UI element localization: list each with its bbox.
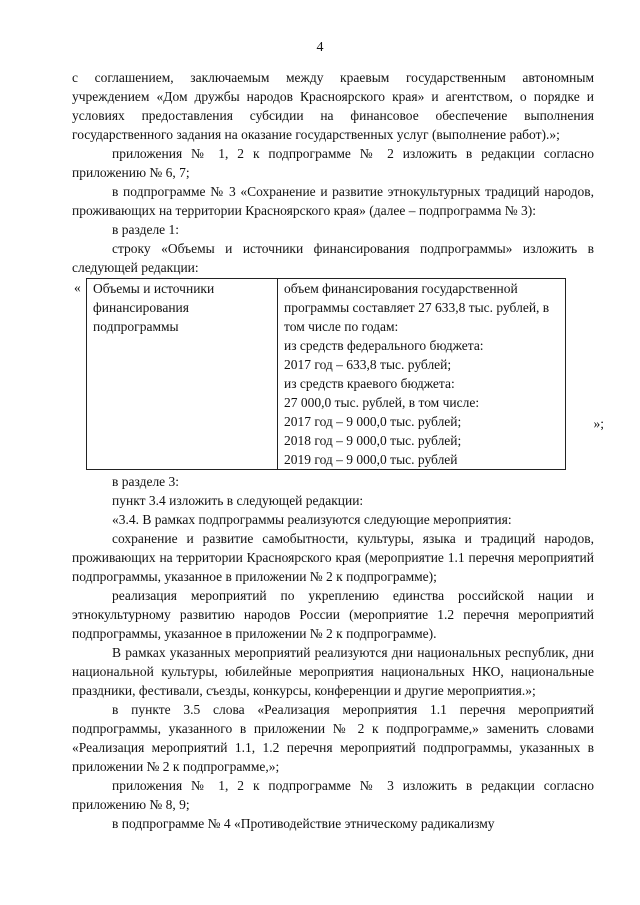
cell-line: финансирования <box>93 300 189 315</box>
cell-line: том числе по годам: <box>284 319 399 334</box>
paragraph: сохранение и развитие самобытности, культуры, языка и традиций народов, проживающих на территории Красноярского края (мероприятие 1.1 перечня мероприятий подпрограммы, указанное в приложении № 2 к подпрограмме); <box>72 531 594 584</box>
paragraph: в подпрограмме № 3 «Сохранение и развитие этнокультурных традиций народов, проживающих на территории Красноярского края» (далее – подпрограмма № 3): <box>72 184 594 218</box>
paragraphs-after <box>72 472 594 833</box>
paragraph: приложения № 1, 2 к подпрограмме № 2 изложить в редакции согласно приложению № 6, 7; <box>72 146 594 180</box>
cell-line: 27 000,0 тыс. рублей, в том числе: <box>284 395 480 410</box>
paragraph: В рамках указанных мероприятий реализуются дни национальных республик, дни национальной культуры, юбилейные мероприятия национальных НКО, национальные праздники, фестивали, съезды, конкурсы, конференции и другие мероприятия.»; <box>72 645 594 698</box>
financing-table-block <box>72 278 604 470</box>
paragraph: в разделе 1: <box>112 222 180 237</box>
paragraph: в пункте 3.5 слова «Реализация мероприятия 1.1 перечня мероприятий подпрограммы, указанного в приложении № 2 к подпрограмме,» заменить словами «Реализация мероприятий 1.1, 1.2 перечня мероприятий подпрограммы, указанных в приложении № 2 к подпрограмме,»; <box>72 702 594 774</box>
paragraph: с соглашением, заключаемым между краевым государственным автономным учреждением «Дом дружбы народов Красноярского края» и агентством, о порядке и условиях предоставления субсидии на финансовое обеспечение выполнения государственного задания на оказание государственных услуг (выполнение работ).»; <box>72 70 594 142</box>
table-cell-value <box>278 279 566 470</box>
paragraph: в разделе 3: <box>112 474 180 489</box>
cell-line: из средств краевого бюджета: <box>284 376 455 391</box>
cell-line: 2019 год – 9 000,0 тыс. рублей <box>284 452 458 467</box>
paragraph: «3.4. В рамках подпрограммы реализуются следующие мероприятия: <box>112 512 512 527</box>
financing-table <box>86 278 566 470</box>
cell-line: Объемы и источники <box>93 281 215 296</box>
closing-quote: »; <box>593 416 604 431</box>
paragraph: приложения № 1, 2 к подпрограмме № 3 изложить в редакции согласно приложению № 8, 9; <box>72 778 594 812</box>
page-number: 4 <box>316 40 324 55</box>
table-row <box>87 279 566 470</box>
document-body <box>72 68 604 833</box>
table-cell-label <box>87 279 278 470</box>
paragraph: в подпрограмме № 4 «Противодействие этническому радикализму <box>112 816 495 831</box>
cell-line: программы составляет 27 633,8 тыс. рублей, в <box>284 300 550 315</box>
cell-line: 2018 год – 9 000,0 тыс. рублей; <box>284 433 462 448</box>
paragraph: пункт 3.4 изложить в следующей редакции: <box>112 493 364 508</box>
cell-line: объем финансирования государственной <box>284 281 518 296</box>
opening-quote: « <box>74 280 81 295</box>
paragraph: реализация мероприятий по укреплению единства российской нации и этнокультурному развитию народов России (мероприятие 1.2 перечня мероприятий подпрограммы, указанное в приложении № 2 к подпрограмме). <box>72 588 594 641</box>
cell-line: подпрограммы <box>93 319 179 334</box>
paragraphs-before <box>72 68 594 277</box>
paragraph: строку «Объемы и источники финансирования подпрограммы» изложить в следующей редакции: <box>72 241 594 275</box>
cell-line: 2017 год – 633,8 тыс. рублей; <box>284 357 452 372</box>
cell-line: из средств федерального бюджета: <box>284 338 484 353</box>
cell-line: 2017 год – 9 000,0 тыс. рублей; <box>284 414 462 429</box>
